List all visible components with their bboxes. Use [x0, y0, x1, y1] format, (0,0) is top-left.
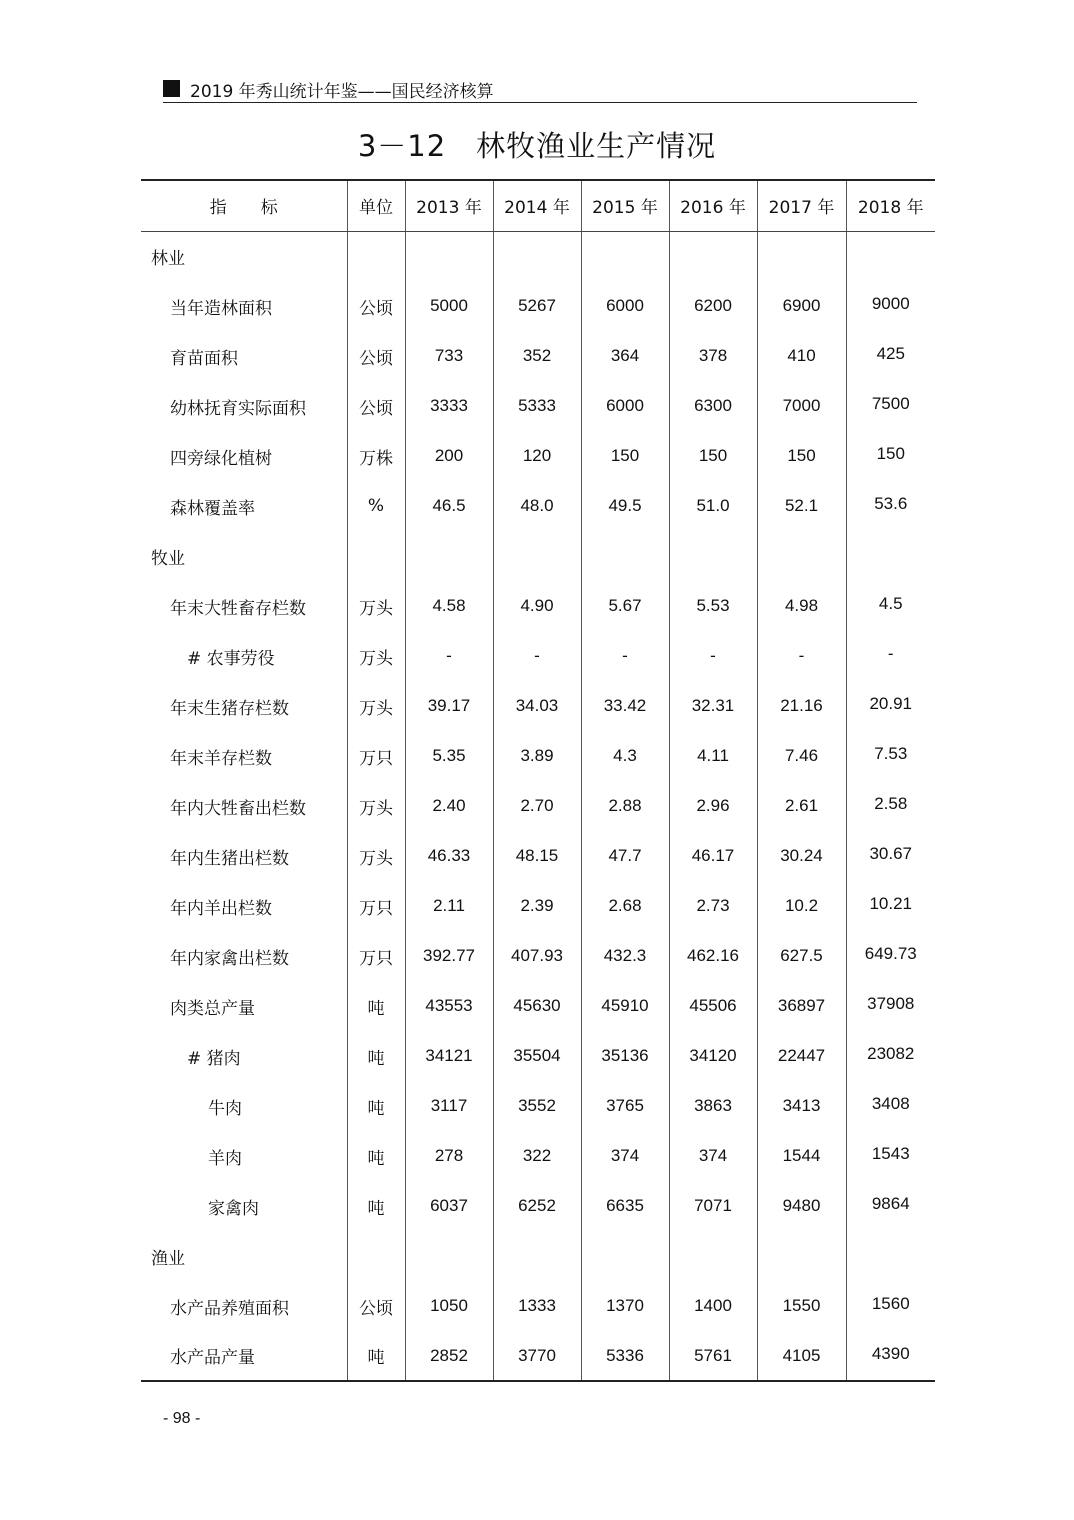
value-cell: 49.5 — [581, 481, 669, 531]
page-number: - 98 - — [163, 1410, 201, 1427]
value-cell: 9480 — [757, 1181, 846, 1231]
value-cell: 278 — [405, 1131, 493, 1181]
unit-cell: 吨 — [347, 1031, 405, 1081]
column-header-indicator: 指 标 — [141, 180, 347, 231]
value-cell: 150 — [757, 431, 846, 481]
value-cell: 1050 — [405, 1281, 493, 1331]
value-cell: 364 — [581, 331, 669, 381]
unit-cell: 公顷 — [347, 1281, 405, 1331]
unit-cell: 万头 — [347, 581, 405, 631]
indicator-label: # 农事劳役 — [187, 648, 275, 669]
value-cell: 1544 — [757, 1131, 846, 1181]
value-cell: 3408 — [846, 1081, 935, 1131]
value-cell: 5000 — [405, 281, 493, 331]
table-row — [141, 1131, 935, 1181]
unit-cell: 公顷 — [347, 281, 405, 331]
column-header-unit: 单位 — [347, 180, 405, 231]
value-cell: 6300 — [669, 381, 757, 431]
section-label: 渔业 — [151, 1248, 185, 1269]
unit-cell — [347, 1231, 405, 1281]
value-cell: 7.53 — [846, 731, 935, 781]
value-cell: 4.11 — [669, 731, 757, 781]
table-row — [141, 1181, 935, 1231]
value-cell: 1333 — [493, 1281, 581, 1331]
value-cell — [757, 231, 846, 281]
value-cell: 7071 — [669, 1181, 757, 1231]
table-body — [141, 231, 935, 1381]
value-cell — [846, 231, 935, 281]
value-cell: 5.53 — [669, 581, 757, 631]
value-cell: 352 — [493, 331, 581, 381]
value-cell: 2.58 — [846, 781, 935, 831]
indicator-label: 年内生猪出栏数 — [170, 848, 289, 869]
table-row — [141, 1081, 935, 1131]
value-cell: 20.91 — [846, 681, 935, 731]
value-cell: 392.77 — [405, 931, 493, 981]
value-cell: 46.5 — [405, 481, 493, 531]
value-cell: 733 — [405, 331, 493, 381]
value-cell: 1400 — [669, 1281, 757, 1331]
value-cell: 5333 — [493, 381, 581, 431]
unit-cell: 万头 — [347, 831, 405, 881]
table-row — [141, 481, 935, 531]
value-cell: 3117 — [405, 1081, 493, 1131]
value-cell: 1560 — [846, 1281, 935, 1331]
value-cell: 374 — [669, 1131, 757, 1181]
value-cell: 3765 — [581, 1081, 669, 1131]
table-row — [141, 781, 935, 831]
indicator-label: # 猪肉 — [187, 1048, 241, 1069]
value-cell: 2.40 — [405, 781, 493, 831]
value-cell: 48.0 — [493, 481, 581, 531]
value-cell — [581, 231, 669, 281]
value-cell: 5336 — [581, 1331, 669, 1381]
value-cell: 5.35 — [405, 731, 493, 781]
value-cell — [669, 531, 757, 581]
value-cell: 33.42 — [581, 681, 669, 731]
value-cell: 37908 — [846, 981, 935, 1031]
unit-cell: 万只 — [347, 931, 405, 981]
unit-cell: 万头 — [347, 631, 405, 681]
value-cell — [581, 1231, 669, 1281]
indicator-label: 肉类总产量 — [170, 998, 255, 1019]
statistics-table — [141, 179, 935, 1382]
value-cell: - — [846, 631, 935, 681]
column-header-2015: 2015 年 — [581, 180, 669, 231]
value-cell — [405, 531, 493, 581]
value-cell: 34121 — [405, 1031, 493, 1081]
column-header-2016: 2016 年 — [669, 180, 757, 231]
value-cell — [757, 531, 846, 581]
value-cell: 9000 — [846, 281, 935, 331]
value-cell: 4.5 — [846, 581, 935, 631]
value-cell: 7000 — [757, 381, 846, 431]
table-title: 3－12 林牧渔业生产情况 — [357, 129, 717, 163]
unit-cell: % — [347, 481, 405, 531]
value-cell: 48.15 — [493, 831, 581, 881]
indicator-label: 年末大牲畜存栏数 — [170, 598, 306, 619]
value-cell: 35504 — [493, 1031, 581, 1081]
value-cell: 45910 — [581, 981, 669, 1031]
column-header-2014: 2014 年 — [493, 180, 581, 231]
table-row — [141, 1031, 935, 1081]
value-cell: 7500 — [846, 381, 935, 431]
value-cell: 34.03 — [493, 681, 581, 731]
value-cell: 35136 — [581, 1031, 669, 1081]
value-cell: 36897 — [757, 981, 846, 1031]
value-cell: 4.58 — [405, 581, 493, 631]
value-cell: 10.21 — [846, 881, 935, 931]
value-cell: - — [757, 631, 846, 681]
value-cell: 3333 — [405, 381, 493, 431]
value-cell: 6000 — [581, 381, 669, 431]
value-cell: 322 — [493, 1131, 581, 1181]
value-cell: 1550 — [757, 1281, 846, 1331]
value-cell — [669, 231, 757, 281]
value-cell: 2.96 — [669, 781, 757, 831]
value-cell: 4105 — [757, 1331, 846, 1381]
value-cell: 9864 — [846, 1181, 935, 1231]
value-cell — [405, 231, 493, 281]
header-text: 2019 年秀山统计年鉴——国民经济核算 — [190, 82, 494, 102]
indicator-label: 年内大牲畜出栏数 — [170, 798, 306, 819]
value-cell: 7.46 — [757, 731, 846, 781]
value-cell: 47.7 — [581, 831, 669, 881]
indicator-label: 羊肉 — [208, 1148, 242, 1169]
header-square-icon — [163, 80, 180, 97]
value-cell: 627.5 — [757, 931, 846, 981]
value-cell: 150 — [669, 431, 757, 481]
table-row — [141, 381, 935, 431]
unit-cell: 吨 — [347, 1081, 405, 1131]
value-cell: 39.17 — [405, 681, 493, 731]
value-cell — [493, 531, 581, 581]
indicator-label: 幼林抚育实际面积 — [170, 398, 306, 419]
value-cell: 6252 — [493, 1181, 581, 1231]
column-header-2013: 2013 年 — [405, 180, 493, 231]
value-cell: 51.0 — [669, 481, 757, 531]
value-cell: 2.73 — [669, 881, 757, 931]
value-cell: 6037 — [405, 1181, 493, 1231]
value-cell: 1370 — [581, 1281, 669, 1331]
value-cell: 3413 — [757, 1081, 846, 1131]
unit-cell: 万株 — [347, 431, 405, 481]
section-label: 牧业 — [151, 548, 185, 569]
value-cell: 10.2 — [757, 881, 846, 931]
value-cell: 43553 — [405, 981, 493, 1031]
value-cell: 2852 — [405, 1331, 493, 1381]
running-header — [163, 76, 917, 103]
table-row — [141, 881, 935, 931]
value-cell: 4.98 — [757, 581, 846, 631]
column-header-2018: 2018 年 — [846, 180, 935, 231]
section-label: 林业 — [151, 248, 185, 269]
value-cell: 2.11 — [405, 881, 493, 931]
table-row — [141, 1281, 935, 1331]
column-header-2017: 2017 年 — [757, 180, 846, 231]
value-cell: 374 — [581, 1131, 669, 1181]
value-cell: 432.3 — [581, 931, 669, 981]
unit-cell: 公顷 — [347, 381, 405, 431]
value-cell: 2.39 — [493, 881, 581, 931]
indicator-label: 水产品养殖面积 — [170, 1298, 289, 1319]
value-cell: 4.90 — [493, 581, 581, 631]
value-cell: 6200 — [669, 281, 757, 331]
table-row — [141, 631, 935, 681]
value-cell: - — [669, 631, 757, 681]
table-row — [141, 231, 935, 281]
indicator-label: 牛肉 — [208, 1098, 242, 1119]
indicator-label: 年内家禽出栏数 — [170, 948, 289, 969]
value-cell: 407.93 — [493, 931, 581, 981]
unit-cell: 万只 — [347, 881, 405, 931]
value-cell: 22447 — [757, 1031, 846, 1081]
value-cell — [493, 231, 581, 281]
value-cell: 378 — [669, 331, 757, 381]
value-cell: 150 — [846, 431, 935, 481]
unit-cell: 公顷 — [347, 331, 405, 381]
table-row — [141, 531, 935, 581]
value-cell: 21.16 — [757, 681, 846, 731]
value-cell — [493, 1231, 581, 1281]
unit-cell — [347, 231, 405, 281]
value-cell: 34120 — [669, 1031, 757, 1081]
value-cell: 2.88 — [581, 781, 669, 831]
value-cell: 5267 — [493, 281, 581, 331]
table-row — [141, 581, 935, 631]
value-cell: 6000 — [581, 281, 669, 331]
table-row — [141, 1231, 935, 1281]
table-row — [141, 431, 935, 481]
value-cell — [669, 1231, 757, 1281]
unit-cell: 万头 — [347, 681, 405, 731]
value-cell: 23082 — [846, 1031, 935, 1081]
value-cell: - — [581, 631, 669, 681]
value-cell: 649.73 — [846, 931, 935, 981]
table-row — [141, 281, 935, 331]
value-cell: 3552 — [493, 1081, 581, 1131]
indicator-label: 家禽肉 — [208, 1198, 259, 1219]
unit-cell: 吨 — [347, 1181, 405, 1231]
value-cell: - — [405, 631, 493, 681]
unit-cell: 吨 — [347, 1331, 405, 1381]
value-cell: 2.70 — [493, 781, 581, 831]
value-cell: 4.3 — [581, 731, 669, 781]
unit-cell: 万头 — [347, 781, 405, 831]
table-row — [141, 981, 935, 1031]
value-cell: 6900 — [757, 281, 846, 331]
value-cell: 6635 — [581, 1181, 669, 1231]
value-cell: 30.24 — [757, 831, 846, 881]
value-cell: 2.61 — [757, 781, 846, 831]
value-cell: 150 — [581, 431, 669, 481]
indicator-label: 育苗面积 — [170, 348, 238, 369]
value-cell: 5761 — [669, 1331, 757, 1381]
value-cell: 3770 — [493, 1331, 581, 1381]
value-cell: 3.89 — [493, 731, 581, 781]
indicator-label: 年末羊存栏数 — [170, 748, 272, 769]
indicator-label: 年内羊出栏数 — [170, 898, 272, 919]
value-cell — [846, 1231, 935, 1281]
unit-cell: 万只 — [347, 731, 405, 781]
header-row — [141, 180, 935, 231]
value-cell — [846, 531, 935, 581]
value-cell: 45630 — [493, 981, 581, 1031]
indicator-label: 年末生猪存栏数 — [170, 698, 289, 719]
unit-cell: 吨 — [347, 981, 405, 1031]
indicator-label: 四旁绿化植树 — [170, 448, 272, 469]
value-cell: 46.33 — [405, 831, 493, 881]
value-cell: 52.1 — [757, 481, 846, 531]
value-cell: 3863 — [669, 1081, 757, 1131]
value-cell: 5.67 — [581, 581, 669, 631]
table-row — [141, 1331, 935, 1381]
table-row — [141, 331, 935, 381]
value-cell: 2.68 — [581, 881, 669, 931]
value-cell: 46.17 — [669, 831, 757, 881]
value-cell: - — [493, 631, 581, 681]
unit-cell: 吨 — [347, 1131, 405, 1181]
value-cell: 32.31 — [669, 681, 757, 731]
unit-cell — [347, 531, 405, 581]
value-cell — [757, 1231, 846, 1281]
value-cell — [405, 1231, 493, 1281]
table-row — [141, 681, 935, 731]
value-cell: 45506 — [669, 981, 757, 1031]
table-row — [141, 931, 935, 981]
table-row — [141, 731, 935, 781]
value-cell: 30.67 — [846, 831, 935, 881]
indicator-label: 当年造林面积 — [170, 298, 272, 319]
value-cell: 120 — [493, 431, 581, 481]
indicator-label: 水产品产量 — [141, 1331, 347, 1381]
value-cell: 1543 — [846, 1131, 935, 1181]
value-cell: 425 — [846, 331, 935, 381]
value-cell — [581, 531, 669, 581]
indicator-label: 森林覆盖率 — [170, 498, 255, 519]
value-cell: 462.16 — [669, 931, 757, 981]
value-cell: 4390 — [846, 1331, 935, 1381]
table-row — [141, 831, 935, 881]
value-cell: 200 — [405, 431, 493, 481]
value-cell: 53.6 — [846, 481, 935, 531]
value-cell: 410 — [757, 331, 846, 381]
